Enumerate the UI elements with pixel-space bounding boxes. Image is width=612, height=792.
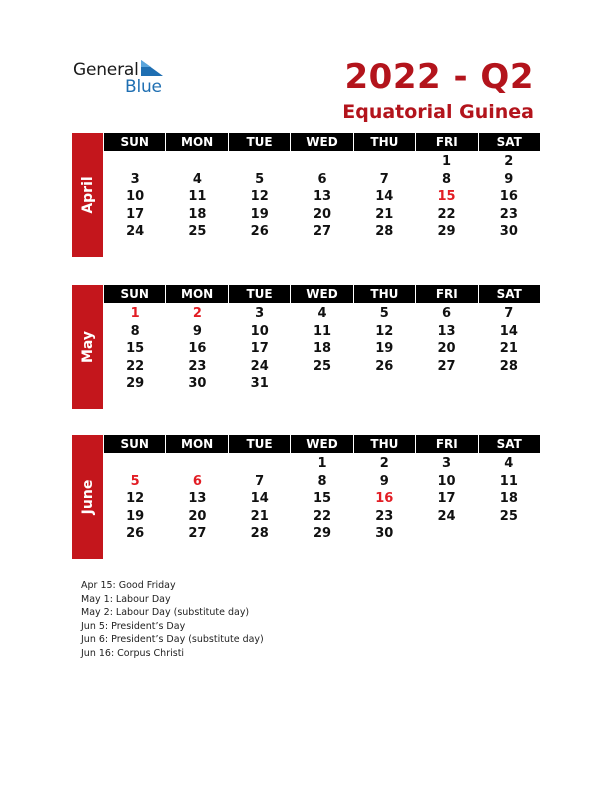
day-cell: 26 xyxy=(375,358,394,374)
day-cell: 1 xyxy=(442,154,452,169)
empty-day-cell xyxy=(353,153,415,171)
day-cell: 30 xyxy=(188,376,207,391)
holiday-note: Jun 5: President’s Day xyxy=(81,620,186,632)
day-cell: 3 xyxy=(130,171,140,187)
day-cell: 7 xyxy=(504,306,514,321)
day-cell: 27 xyxy=(312,224,332,239)
empty-day-cell xyxy=(229,455,291,473)
day-cell: 23 xyxy=(375,508,394,524)
day-cell: 18 xyxy=(188,206,207,222)
holiday-notes xyxy=(81,579,264,660)
day-cell: 6 xyxy=(192,473,202,489)
month-name: June xyxy=(79,479,96,515)
day-cell: 12 xyxy=(250,189,269,204)
day-cell: 1 xyxy=(130,306,140,321)
weekday-tue: TUE xyxy=(229,435,291,453)
weekday-thu: THU xyxy=(354,435,416,453)
day-cell: 2 xyxy=(379,456,389,471)
empty-day-cell xyxy=(415,375,477,393)
weekday-sun: SUN xyxy=(104,435,166,453)
weekday-fri: FRI xyxy=(416,285,478,303)
weekday-sat: SAT xyxy=(496,437,522,451)
day-cell: 13 xyxy=(312,189,332,204)
week-row xyxy=(104,455,540,473)
week-row xyxy=(104,206,540,224)
month-label-band xyxy=(72,133,103,257)
empty-day-cell xyxy=(415,525,477,543)
empty-day-cell xyxy=(229,153,291,171)
weekday-thu: THU xyxy=(354,285,416,303)
week-row xyxy=(104,473,540,491)
week-row xyxy=(104,223,540,241)
day-cell: 21 xyxy=(250,508,269,524)
weekday-wed: WED xyxy=(291,285,353,303)
day-cell: 11 xyxy=(499,473,518,489)
day-cell: 11 xyxy=(188,189,207,204)
empty-day-cell xyxy=(478,375,540,393)
empty-day-cell xyxy=(291,153,353,171)
day-cell: 13 xyxy=(437,323,456,339)
generalblue-logo xyxy=(73,58,173,98)
day-cell: 28 xyxy=(250,526,269,541)
day-cell: 28 xyxy=(499,358,518,374)
logo-flag-icon xyxy=(141,60,163,76)
day-cell: 25 xyxy=(188,224,207,239)
day-cell: 29 xyxy=(312,526,332,541)
weekday-tue: TUE xyxy=(229,285,291,303)
day-cell: 3 xyxy=(255,306,265,321)
day-cell: 25 xyxy=(312,358,332,374)
day-cell: 5 xyxy=(130,473,140,489)
day-cell: 21 xyxy=(375,206,394,222)
holiday-note: Apr 15: Good Friday xyxy=(81,580,176,591)
day-cell: 15 xyxy=(312,491,332,506)
weekday-fri: FRI xyxy=(416,133,478,151)
month-name: April xyxy=(79,176,96,214)
day-cell: 15 xyxy=(126,341,145,356)
month-name: May xyxy=(79,330,96,364)
day-cell: 16 xyxy=(188,341,207,356)
day-cell: 18 xyxy=(312,341,332,356)
week-row xyxy=(104,490,540,508)
day-cell: 18 xyxy=(499,491,518,506)
holiday-note: May 2: Labour Day (substitute day) xyxy=(81,607,250,618)
day-cell: 16 xyxy=(499,189,518,204)
weekday-wed: WED xyxy=(291,435,353,453)
day-cell: 30 xyxy=(375,526,394,541)
day-cell: 8 xyxy=(442,171,452,187)
day-cell: 2 xyxy=(504,154,514,169)
day-cell: 3 xyxy=(442,456,452,471)
day-cell: 24 xyxy=(250,358,269,374)
day-cell: 12 xyxy=(375,323,394,339)
day-cell: 13 xyxy=(188,491,207,506)
day-cell: 8 xyxy=(130,323,140,339)
day-cell: 7 xyxy=(255,473,265,489)
day-cell: 26 xyxy=(126,526,145,541)
day-grid xyxy=(104,305,540,393)
week-row xyxy=(104,188,540,206)
weekday-mon: MON xyxy=(166,133,228,151)
week-row xyxy=(104,358,540,376)
day-cell: 19 xyxy=(375,341,394,356)
day-cell: 31 xyxy=(250,376,269,391)
day-cell: 9 xyxy=(379,473,389,489)
empty-day-cell xyxy=(353,375,415,393)
month-label-band xyxy=(72,435,103,559)
holiday-note: Jun 6: President’s Day (substitute day) xyxy=(81,634,264,645)
week-row xyxy=(104,171,540,189)
day-cell: 17 xyxy=(250,341,269,356)
month-label-band xyxy=(72,285,103,409)
empty-day-cell xyxy=(104,455,166,473)
day-cell: 14 xyxy=(250,491,269,506)
week-row xyxy=(104,323,540,341)
week-row xyxy=(104,508,540,526)
day-cell: 25 xyxy=(499,508,518,524)
day-cell: 2 xyxy=(192,306,202,321)
day-cell: 22 xyxy=(312,508,332,524)
day-cell: 30 xyxy=(499,224,518,239)
day-cell: 6 xyxy=(317,171,327,187)
day-cell: 9 xyxy=(504,171,514,187)
day-cell: 10 xyxy=(126,189,145,204)
weekday-mon: MON xyxy=(166,285,228,303)
day-cell: 28 xyxy=(375,224,394,239)
week-row xyxy=(104,153,540,171)
day-cell: 6 xyxy=(442,306,452,321)
day-cell: 1 xyxy=(317,456,327,471)
day-cell: 22 xyxy=(126,358,145,374)
page-title: 2022 - Q2 xyxy=(344,57,534,97)
empty-day-cell xyxy=(104,153,166,171)
week-row xyxy=(104,525,540,543)
holiday-note: Jun 16: Corpus Christi xyxy=(81,647,185,659)
day-cell: 4 xyxy=(317,306,327,321)
weekday-tue: TUE xyxy=(229,133,291,151)
day-cell: 29 xyxy=(437,224,456,239)
holiday-note: May 1: Labour Day xyxy=(81,593,171,605)
day-cell: 10 xyxy=(250,323,269,339)
day-cell: 11 xyxy=(312,323,332,339)
day-cell: 4 xyxy=(504,456,514,471)
day-cell: 17 xyxy=(126,206,145,222)
logo-text-blue: Blue xyxy=(125,77,162,97)
day-cell: 14 xyxy=(375,189,394,204)
day-grid xyxy=(104,153,540,241)
weekday-sat: SAT xyxy=(496,287,522,301)
day-cell: 27 xyxy=(437,358,456,374)
day-cell: 7 xyxy=(379,171,389,187)
weekday-sat: SAT xyxy=(496,135,522,149)
day-cell: 12 xyxy=(126,491,145,506)
month-april xyxy=(72,133,540,257)
day-cell: 17 xyxy=(437,491,456,506)
day-cell: 19 xyxy=(126,508,145,524)
weekday-sun: SUN xyxy=(104,285,166,303)
week-row xyxy=(104,305,540,323)
weekday-mon: MON xyxy=(166,435,228,453)
weekday-thu: THU xyxy=(354,133,416,151)
day-cell: 26 xyxy=(250,224,269,239)
day-cell: 20 xyxy=(188,508,207,524)
day-cell: 20 xyxy=(312,206,332,222)
day-cell: 27 xyxy=(188,526,207,541)
weekday-wed: WED xyxy=(291,133,353,151)
day-cell: 23 xyxy=(188,358,207,374)
day-cell: 9 xyxy=(192,323,202,339)
day-cell: 15 xyxy=(437,189,456,204)
day-cell: 22 xyxy=(437,206,456,222)
weekday-fri: FRI xyxy=(416,435,478,453)
empty-day-cell xyxy=(166,455,228,473)
country-subtitle: Equatorial Guinea xyxy=(342,101,534,123)
day-cell: 14 xyxy=(499,323,518,339)
month-june xyxy=(72,435,540,559)
empty-day-cell xyxy=(291,375,353,393)
empty-day-cell xyxy=(478,525,540,543)
day-cell: 29 xyxy=(126,376,145,391)
week-row xyxy=(104,340,540,358)
day-cell: 21 xyxy=(499,341,518,356)
empty-day-cell xyxy=(166,153,228,171)
weekday-sun: SUN xyxy=(104,133,166,151)
weekday-header xyxy=(104,435,540,453)
day-cell: 20 xyxy=(437,341,456,356)
day-cell: 19 xyxy=(250,206,269,222)
day-cell: 24 xyxy=(437,508,456,524)
day-cell: 10 xyxy=(437,473,456,489)
day-cell: 8 xyxy=(317,473,327,489)
weekday-header xyxy=(104,285,540,303)
week-row xyxy=(104,375,540,393)
day-cell: 23 xyxy=(499,206,518,222)
day-cell: 4 xyxy=(192,171,202,187)
day-cell: 5 xyxy=(255,171,265,187)
day-grid xyxy=(104,455,540,543)
month-may xyxy=(72,285,540,409)
weekday-header xyxy=(104,133,540,151)
day-cell: 16 xyxy=(375,491,394,506)
day-cell: 5 xyxy=(379,306,389,321)
day-cell: 24 xyxy=(126,224,145,239)
logo-text-general: General xyxy=(73,60,139,80)
